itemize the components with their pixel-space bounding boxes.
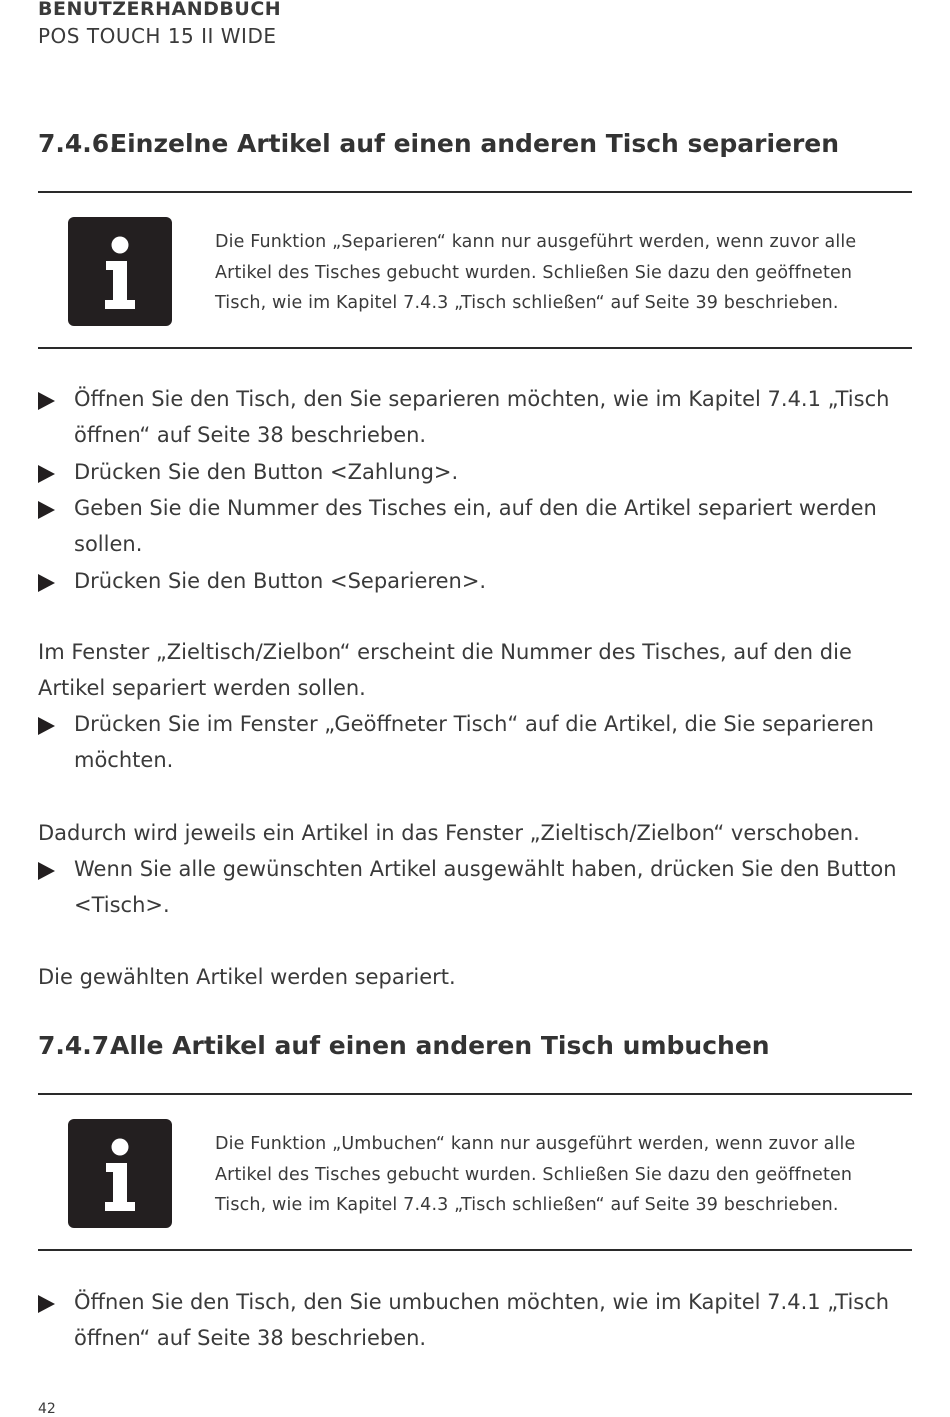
body-paragraph: Die gewählten Artikel werden separiert.	[38, 965, 456, 989]
section-number: 7.4.7.	[38, 1031, 119, 1060]
section-title: Alle Artikel auf einen anderen Tisch umbuchen	[110, 1031, 770, 1060]
step-item	[38, 381, 908, 454]
divider	[38, 1249, 912, 1251]
step-text: Drücken Sie den Button <Separieren>.	[74, 569, 487, 593]
step-item	[38, 706, 908, 779]
manual-label: BENUTZERHANDBUCH	[38, 0, 282, 20]
body-paragraph: Dadurch wird jeweils ein Artikel in das Fenster „Zieltisch/Zielbon“ verschoben.	[38, 821, 860, 845]
info-icon	[68, 217, 172, 326]
bullet-triangle-icon	[38, 862, 55, 880]
step-text: Öffnen Sie den Tisch, den Sie separieren möchten, wie im Kapitel 7.4.1 „Tisch öffnen“ auf Seite 38 beschrieben.	[74, 387, 890, 448]
page-number: 42	[38, 1401, 56, 1417]
step-item	[38, 851, 908, 924]
product-name: POS TOUCH 15 II WIDE	[38, 24, 277, 48]
bullet-triangle-icon	[38, 392, 55, 410]
step-text: Wenn Sie alle gewünschten Artikel ausgewählt haben, drücken Sie den Button <Tisch>.	[74, 857, 897, 918]
step-item	[38, 1284, 908, 1357]
bullet-triangle-icon	[38, 501, 55, 519]
info-note: Die Funktion „Separieren“ kann nur ausgeführt werden, wenn zuvor alle Artikel des Tisches gebucht wurden. Schließen Sie dazu den geöffneten Tisch, wie im Kapitel 7.4.3 „Tisch schließen“ auf Seite 39 beschrieben.	[215, 232, 857, 313]
info-icon	[68, 1119, 172, 1228]
info-note: Die Funktion „Umbuchen“ kann nur ausgeführt werden, wenn zuvor alle Artikel des Tisches gebucht wurden. Schließen Sie dazu den geöffneten Tisch, wie im Kapitel 7.4.3 „Tisch schließen“ auf Seite 39 beschrieben.	[215, 1134, 856, 1215]
section-number: 7.4.6.	[38, 129, 119, 158]
step-text: Drücken Sie im Fenster „Geöffneter Tisch“ auf die Artikel, die Sie separieren möchten.	[74, 712, 874, 773]
section-heading-7-4-6	[38, 129, 839, 158]
divider	[38, 1093, 912, 1095]
step-item	[38, 490, 908, 563]
bullet-triangle-icon	[38, 465, 55, 483]
body-paragraph: Im Fenster „Zieltisch/Zielbon“ erscheint die Nummer des Tisches, auf den die Artikel separiert werden sollen.	[38, 640, 852, 701]
step-text: Drücken Sie den Button <Zahlung>.	[74, 460, 459, 484]
bullet-triangle-icon	[38, 717, 55, 735]
divider	[38, 191, 912, 193]
section-title: Einzelne Artikel auf einen anderen Tisch separieren	[110, 129, 840, 158]
bullet-triangle-icon	[38, 1295, 55, 1313]
divider	[38, 347, 912, 349]
step-item	[38, 454, 908, 490]
step-text: Öffnen Sie den Tisch, den Sie umbuchen möchten, wie im Kapitel 7.4.1 „Tisch öffnen“ auf Seite 38 beschrieben.	[74, 1290, 890, 1351]
step-text: Geben Sie die Nummer des Tisches ein, auf den die Artikel separiert werden sollen.	[74, 496, 877, 557]
bullet-triangle-icon	[38, 574, 55, 592]
section-heading-7-4-7	[38, 1031, 770, 1060]
step-item	[38, 563, 908, 599]
